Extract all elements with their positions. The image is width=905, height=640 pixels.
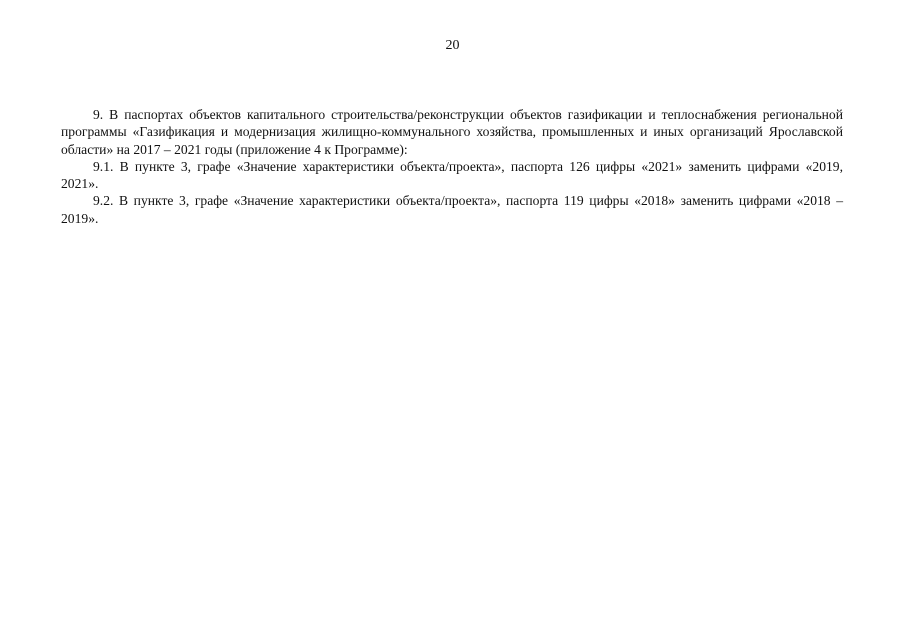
paragraph-item-9-1: 9.1. В пункте 3, графе «Значение характеристики объекта/проекта», паспорта 126 цифры «2021» заменить цифрами «2019, 2021».: [61, 158, 843, 192]
paragraph-item-9: 9. В паспортах объектов капитального строительства/реконструкции объектов газификации и теплоснабжения региональной программы «Газификация и модернизация жилищно-коммунального хозяйства, промышленных и иных организаций Ярославской области» на 2017 – 2021 годы (приложение 4 к Программе):: [61, 107, 843, 157]
page-number: 20: [445, 38, 460, 53]
document-body: [61, 106, 843, 227]
paragraph-item-9-2: 9.2. В пункте 3, графе «Значение характеристики объекта/проекта», паспорта 119 цифры «2018» заменить цифрами «2018 – 2019».: [61, 193, 843, 226]
